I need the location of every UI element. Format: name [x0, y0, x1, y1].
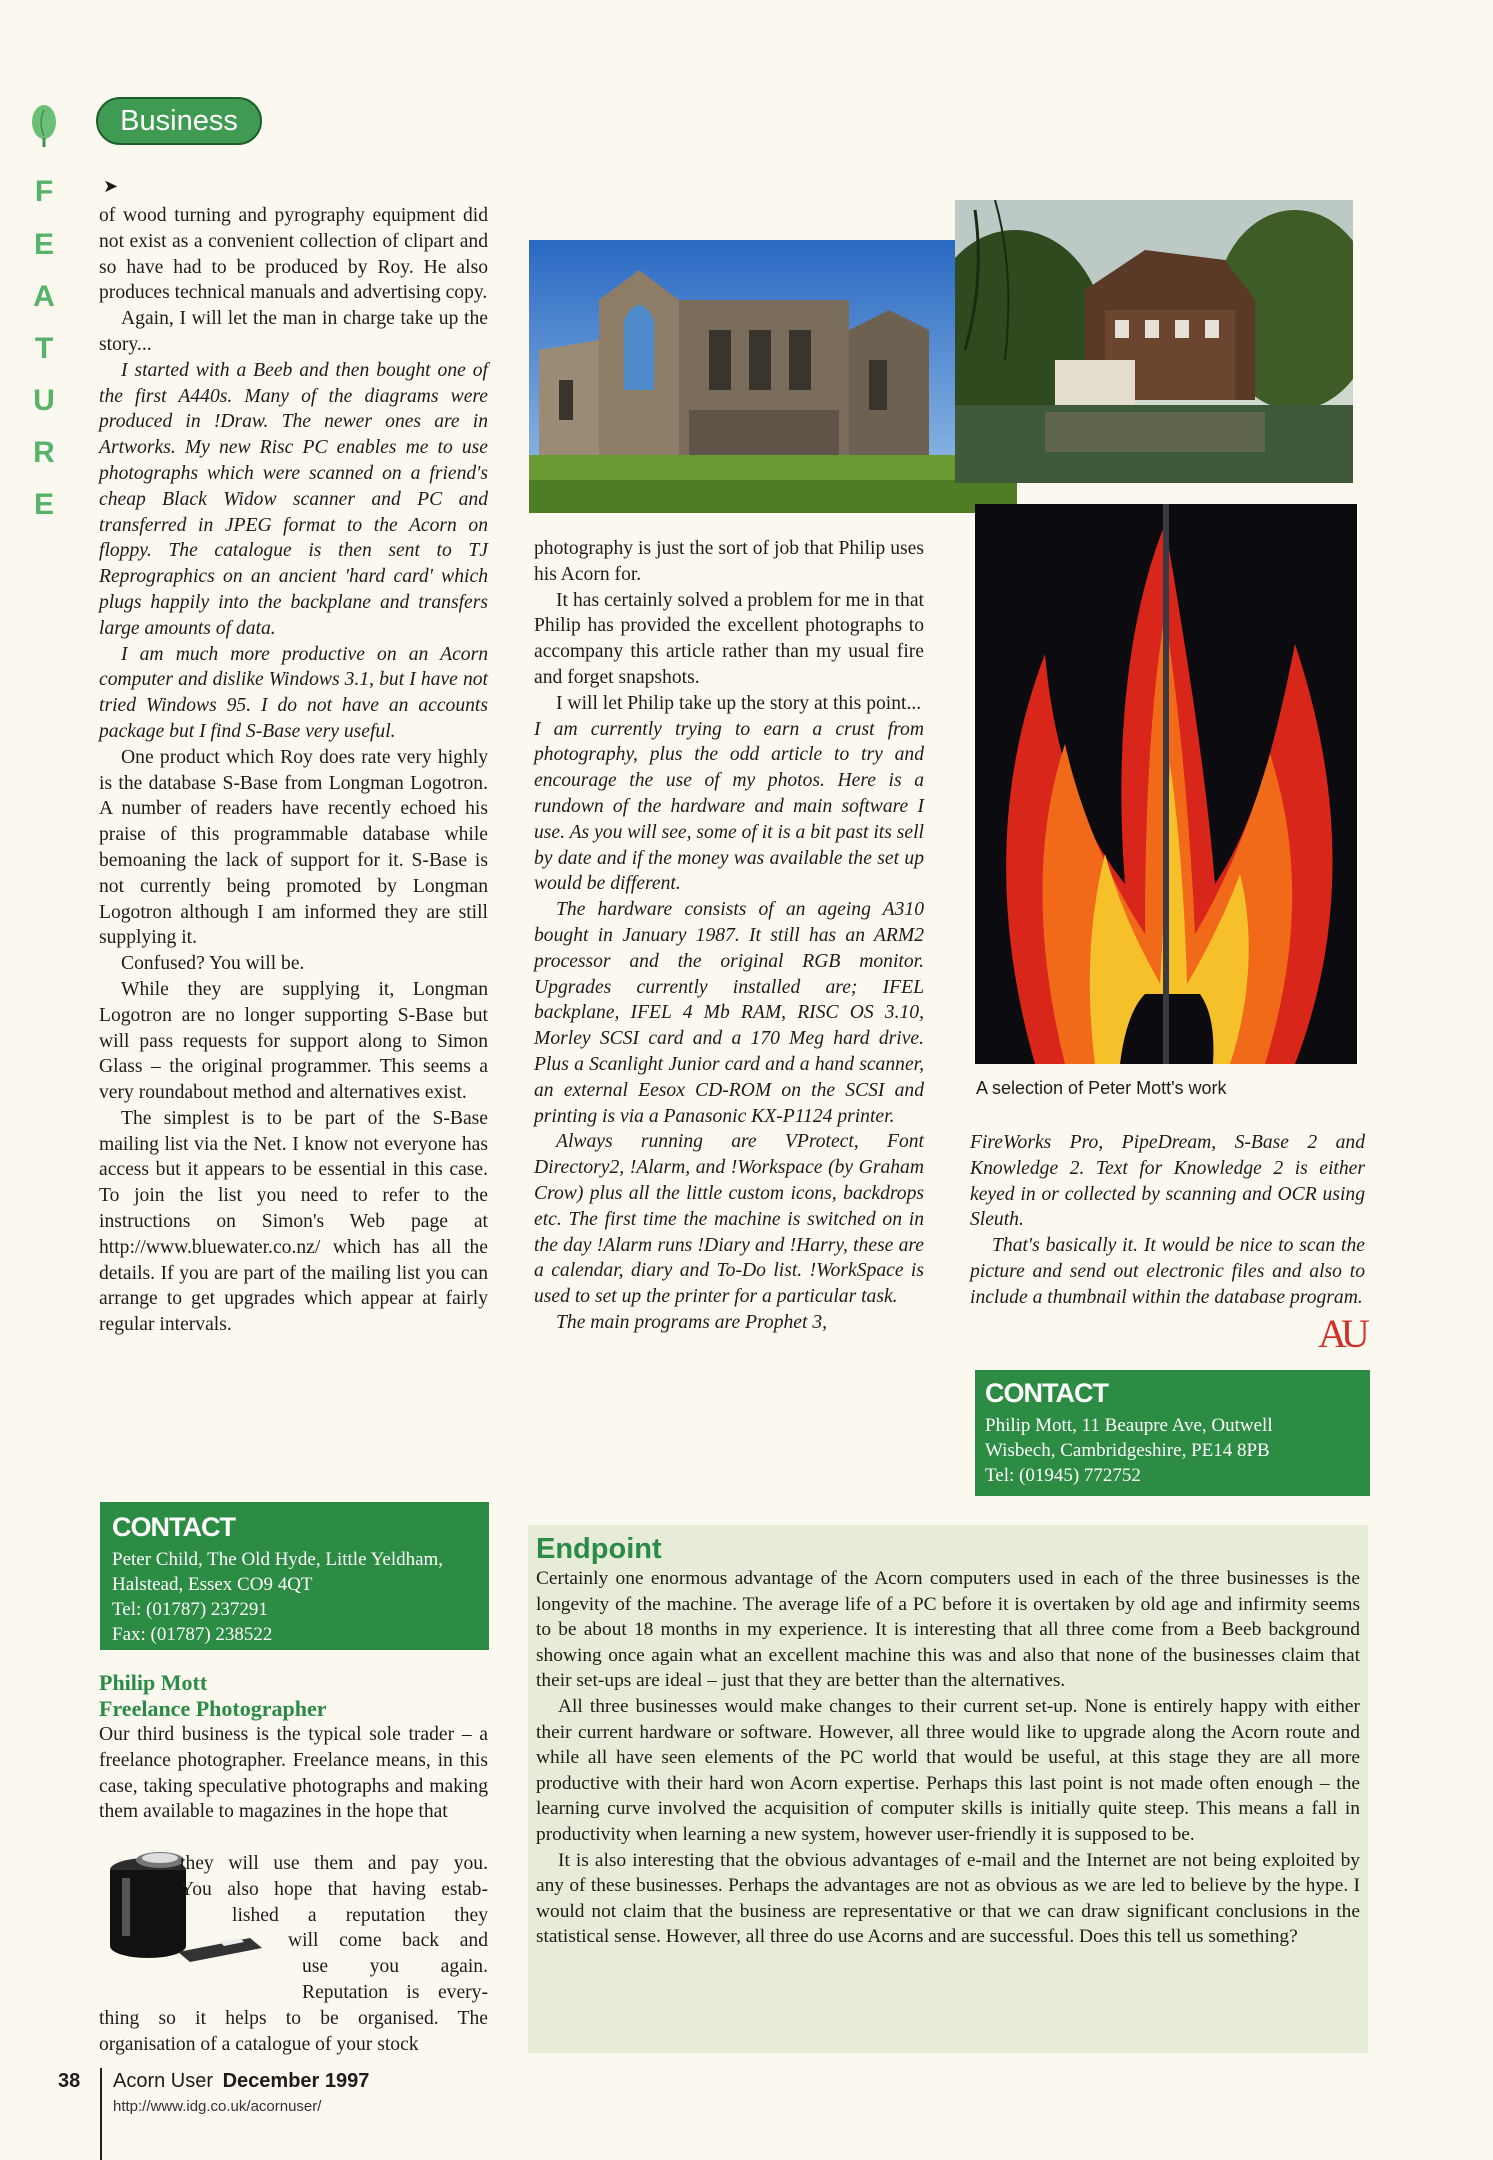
philip-name-heading: Philip Mott	[99, 1670, 208, 1695]
paragraph: The main programs are Prophet 3,	[556, 1311, 828, 1333]
paragraph: I am currently trying to earn a crust from photography, plus the odd article to try and encourage the use of my photos. Here is a rundown of the hardware and main software I use. As you will see, some of it is a bit past its sell by date and if the money was available the set up would be different.	[534, 718, 924, 895]
wrap-line: lished a reputation they	[232, 1904, 488, 1926]
side-letter: U	[33, 384, 55, 417]
column-2-text	[534, 536, 924, 1336]
contact-line: Philip Mott, 11 Beaupre Ave, Outwell	[985, 1415, 1273, 1436]
paragraph: Certainly one enormous advantage of the Acorn computers used in each of the three businesses is the longevity of the machine. The average life of a PC before it is overtaken by old age and infirmity seems to be about 18 months in my experience. It is interesting that all three come from a Beeb background showing once again what an excellent machine this was and also that none of the businesses claim that their set-ups are ideal – just that they are better than the alternatives.	[536, 1568, 1360, 1692]
paragraph: I am much more productive on an Acorn computer and dislike Windows 3.1, but I have not tried Windows 95. I do not have an accounts package but I find S-Base very useful.	[99, 643, 488, 742]
paragraph: Confused? You will be.	[121, 953, 305, 975]
wrap-line: use you again.	[302, 1956, 488, 1978]
paragraph: Always running are VProtect, Font Directory2, !Alarm, and !Workspace (by Graham Crow) plus all the little custom icons, backdrops etc. The first time the machine is switched on in the day !Alarm runs !Diary and !Harry, these are a calendar, diary and To-Do list. !WorkSpace is used to set up the printer for a particular task.	[534, 1131, 924, 1308]
philip-role-heading: Freelance Photographer	[99, 1696, 327, 1721]
contact-title: CONTACT	[112, 1512, 235, 1542]
paragraph: The simplest is to be part of the S-Base mailing list via the Net. I know not everyone has access but it appears to be essential in this case. To join the list you need to refer to the instructions on Simon's Web page at http://www.bluewater.co.nz/ which has all the details. If you are part of the mailing list you can arrange to get upgrades which appear at fairly regular intervals.	[99, 1107, 488, 1336]
paragraph: One product which Roy does rate very highly is the database S-Base from Longman Logotron. A number of readers have recently echoed his praise of this programmable database while bemoaning the lack of support for it. S-Base is not currently being promoted by Longman Logotron although I am informed they are still supplying it.	[99, 746, 488, 949]
leaf-icon	[28, 102, 60, 148]
page-number: 38	[58, 2070, 81, 2092]
paragraph: The hardware consists of an ageing A310 bought in January 1987. It still has an ARM2 processor and the original RGB monitor. Upgrades currently installed are; IFEL backplane, IFEL 4 Mb RAM, RISC OS 3.10, Morley SCSI card and a 170 Meg hard drive. Plus a Scanlight Junior card and a hand scanner, an external Eesox CD-ROM on the SCSI and printing is via a Panasonic KX-P1124 printer.	[534, 899, 924, 1127]
paragraph: All three businesses would make changes to their current set-up. None is entirely happy with either their current hardware or software. However, all three would like to upgrade along the Acorn route and while all have seen elements of the PC world that would be useful, at this stage they are all more productive with their hard won Acorn expertise. Perhaps this last point is not made often enough – the learning curve involved the acquisition of computer skills is initially quite steep. This means a fall in productivity when learning a new system, however user-friendly it is supposed to be.	[536, 1695, 1360, 1845]
au-end-mark: AU	[1318, 1311, 1364, 1356]
magazine-name: Acorn User	[113, 2070, 214, 2092]
column-1-text	[99, 203, 488, 1338]
side-letter: E	[33, 228, 54, 261]
wrap-line: Reputation is every-	[302, 1981, 488, 2003]
side-letter: F	[34, 175, 54, 208]
photo-caption: A selection of Peter Mott's work	[976, 1078, 1227, 1098]
paragraph: photography is just the sort of job that Philip uses his Acorn for.	[534, 538, 924, 585]
paragraph: I will let Philip take up the story at this point...	[556, 692, 922, 714]
paragraph: FireWorks Pro, PipeDream, S-Base 2 and Knowledge 2. Text for Knowledge 2 is either keyed in or collected by scanning and OCR using Sleuth.	[970, 1132, 1365, 1231]
endpoint-box	[528, 1525, 1368, 2053]
contact-box-philip-mott	[975, 1370, 1370, 1496]
footer-url[interactable]: http://www.idg.co.uk/acornuser/	[113, 2098, 322, 2115]
side-letter: A	[33, 280, 55, 313]
wrap-line: You also hope that having estab-	[180, 1878, 488, 1900]
side-letter: R	[33, 436, 55, 469]
column-3-text	[970, 1130, 1365, 1311]
section-tab: Business	[96, 97, 262, 145]
philip-wrap-text	[180, 1851, 488, 2006]
contact-title: CONTACT	[985, 1378, 1108, 1408]
magazine-issue: December 1997	[222, 2070, 370, 2092]
wrap-line: will come back and	[288, 1930, 488, 1952]
philip-intro-text: Our third business is the typical sole trader – a freelance photographer. Freelance means, in this case, taking speculative photographs and making them available to magazines in the hope that	[99, 1724, 488, 1823]
paragraph: It has certainly solved a problem for me in that Philip has provided the excellent photographs to accompany this article rather than my usual fire and forget snapshots.	[534, 589, 924, 688]
contact-line: Peter Child, The Old Hyde, Little Yeldham,	[112, 1549, 444, 1570]
paragraph: That's basically it. It would be nice to scan the picture and send out electronic files and also to include a thumbnail within the database program.	[970, 1235, 1365, 1308]
footer-magazine	[113, 2070, 369, 2093]
contact-line: Wisbech, Cambridgeshire, PE14 8PB	[985, 1440, 1270, 1461]
paragraph: I started with a Beeb and then bought one of the first A440s. Many of the diagrams were produced in !Draw. The newer ones are in Artworks. My new Risc PC enables me to use photographs which were scanned on a friend's cheap Black Widow scanner and PC and transferred in JPEG format to the Acorn on floppy. The catalogue is then sent to TJ Reprographics on an ancient 'hard card' which plugs happily into the backplane and transfers large amounts of data.	[99, 359, 488, 639]
footer-divider	[100, 2068, 102, 2160]
wrap-line: they will use them and pay you.	[180, 1853, 488, 1874]
contact-line: Halstead, Essex CO9 4QT	[112, 1574, 313, 1595]
photo-watermill	[955, 200, 1353, 483]
arrow-icon: ➤	[103, 176, 119, 196]
photo-painted-flames	[975, 504, 1357, 1064]
paragraph: While they are supplying it, Longman Logotron are no longer supporting S-Base but will pass requests for support along to Simon Glass – the original programmer. This seems a very roundabout method and alternatives exist.	[99, 978, 488, 1104]
paragraph: of wood turning and pyrography equipment did not exist as a convenient collection of clipart and so have had to be produced by Roy. He also produces technical manuals and advertising copy.	[99, 205, 488, 304]
contact-line: Fax: (01787) 238522	[112, 1624, 273, 1645]
photo-ruined-abbey	[529, 240, 1017, 513]
philip-tail-text: thing so it helps to be organised. The organisation of a catalogue of your stock	[99, 2008, 488, 2055]
paragraph: Again, I will let the man in charge take up the story...	[99, 308, 488, 355]
side-letter: T	[34, 332, 54, 365]
contact-box-peter-child	[100, 1502, 489, 1650]
side-letter: E	[33, 488, 54, 521]
contact-line: Tel: (01787) 237291	[112, 1599, 268, 1620]
endpoint-title: Endpoint	[536, 1533, 662, 1565]
paragraph: It is also interesting that the obvious advantages of e-mail and the Internet are not being exploited by any of these businesses. Perhaps the advantages are not as obvious as we are led to believe by the hype. I would not claim that the business are representative or that we can draw significant conclusions in the statistical sense. However, all three do use Acorns and are successful. Does this tell us something?	[536, 1849, 1360, 1948]
contact-line: Tel: (01945) 772752	[985, 1465, 1141, 1486]
